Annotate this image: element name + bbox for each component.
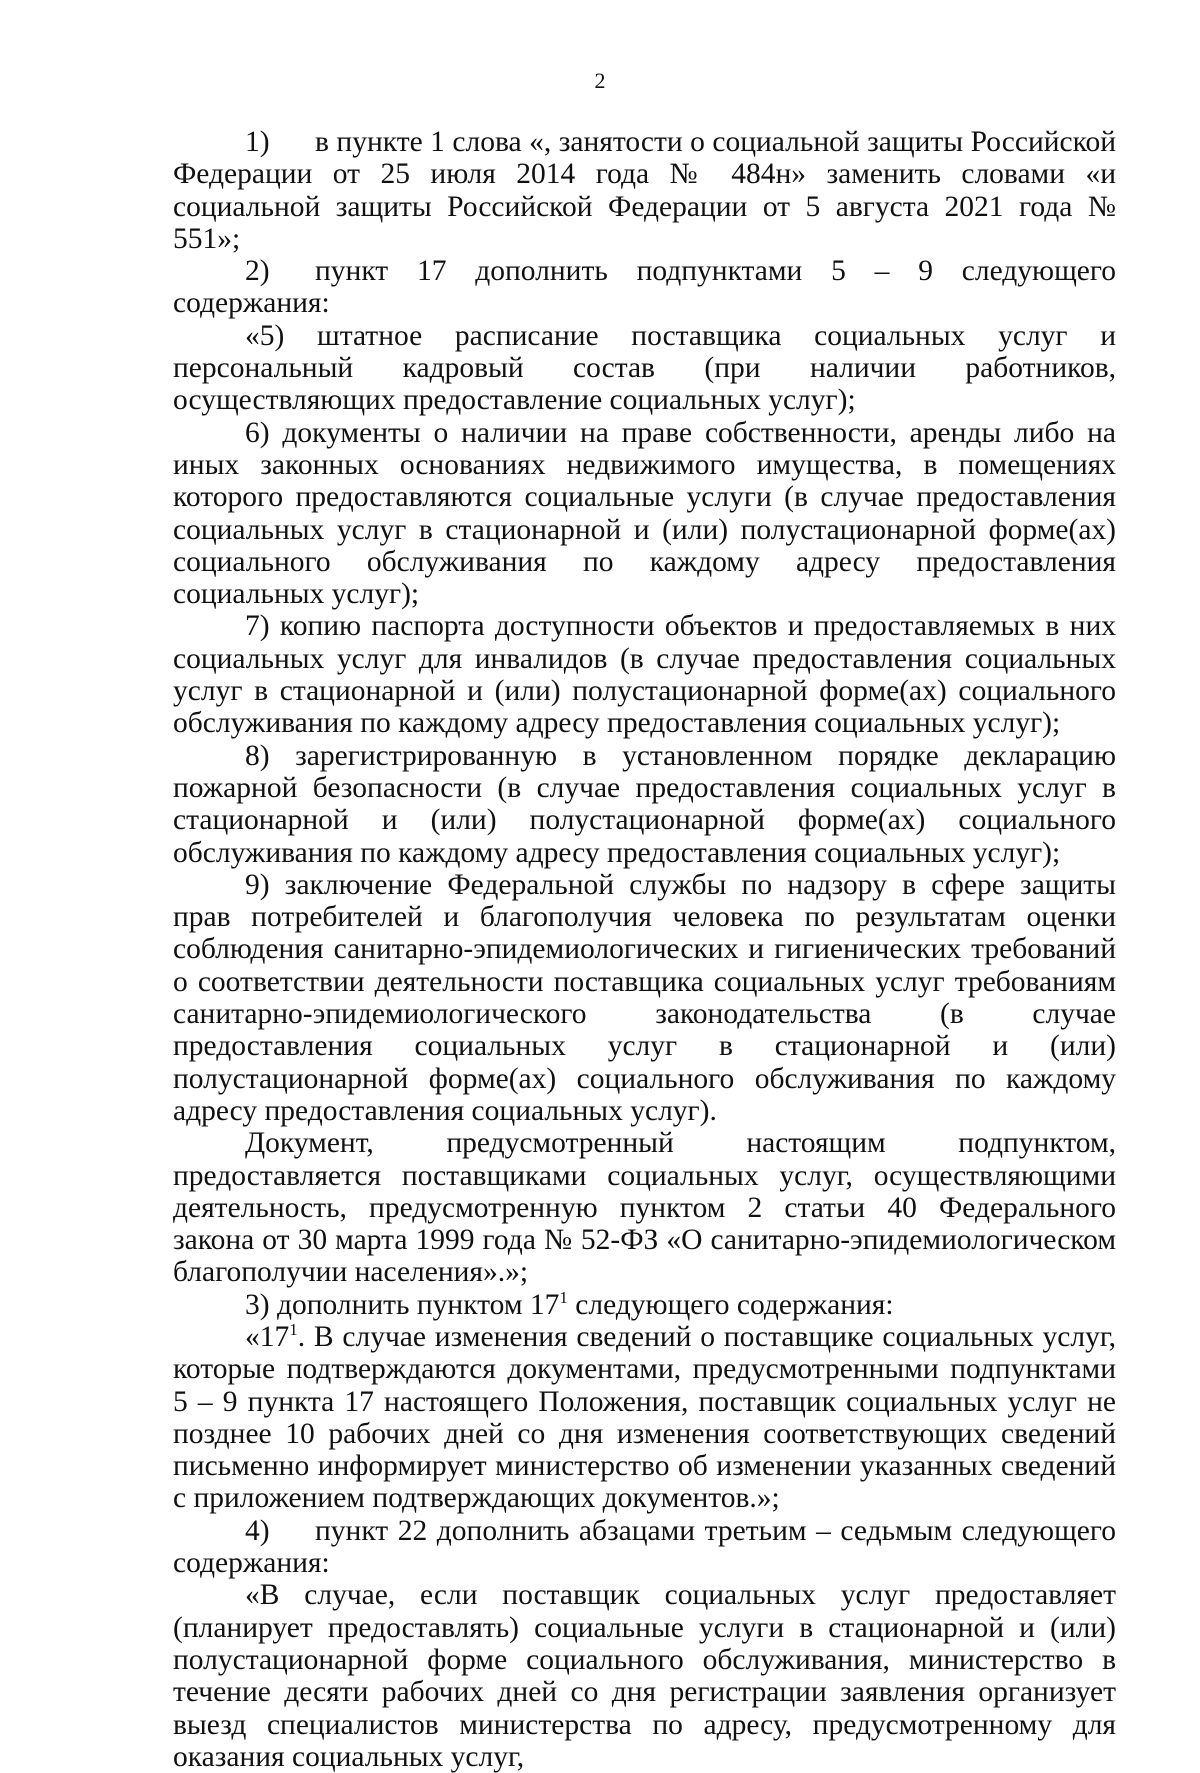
superscript: 1	[559, 1287, 568, 1307]
paragraph-item-4	[173, 1515, 1116, 1580]
list-marker: 1)	[245, 126, 270, 158]
paragraph-subitem-5: «5) штатное расписание поставщика социальных услуг и персональный кадровый состав (при наличии работников, осуществляющих предоставление социальных услуг);	[173, 319, 1116, 417]
paragraph-text: 3) дополнить пунктом 17	[245, 1288, 560, 1321]
paragraph-item-1	[173, 126, 1116, 255]
paragraph-item-3	[173, 1289, 1116, 1321]
paragraph-subitem-8: 8) зарегистрированную в установленном порядке декларацию пожарной безопасности (в случае предоставления социальных услуг в стационарной и (или) полустационарной форме(ах) социального обслуживания по каждому адресу предоставления социальных услуг);	[173, 739, 1116, 869]
paragraph-subitem-9: 9) заключение Федеральной службы по надзору в сфере защиты прав потребителей и благополучия человека по результатам оценки соблюдения санитарно-эпидемиологических и гигиенических требований о соответствии деятельности поставщика социальных услуг требованиям санитарно-эпидемиологического законодательства (в случае предоставления социальных услуг в стационарной и (или) полустационарной форме(ах) социального обслуживания по каждому адресу предоставления социальных услуг).	[173, 868, 1116, 1127]
paragraph-text: . В случае изменения сведений о поставщике социальных услуг, которые подтверждаются документами, предусмотренными подпунктами 5 – 9 пункта 17 настоящего Положения, поставщик социальных услуг не позднее 10 рабочих дней со дня изменения соответствующих сведений письменно информирует министерство об изменении указанных сведений с приложением подтверждающих документов.»;	[173, 1320, 1116, 1515]
page-number: 2	[594, 68, 606, 93]
paragraph-text: пункт 17 дополнить подпунктами 5 – 9 следующего содержания:	[173, 255, 1116, 320]
paragraph-text: следующего содержания:	[567, 1288, 894, 1321]
paragraph-item-2	[173, 255, 1116, 320]
paragraph-point-17-1	[173, 1321, 1116, 1515]
paragraph-document-note: Документ, предусмотренный настоящим подпунктом, предоставляется поставщиками социальных услуг, осуществляющими деятельность, предусмотренную пунктом 2 статьи 40 Федерального закона от 30 марта 1999 года № 52-ФЗ «О санитарно-эпидемиологическом благополучии населения».»;	[173, 1127, 1116, 1289]
superscript: 1	[289, 1319, 298, 1339]
list-marker: 4)	[245, 1514, 270, 1547]
list-marker: 2)	[245, 255, 270, 288]
paragraph-text: пункт 22 дополнить абзацами третьим – седьмым следующего содержания:	[173, 1514, 1116, 1580]
document-body	[173, 126, 1116, 1773]
paragraph-text: «17	[245, 1320, 290, 1353]
paragraph-quote-start: «В случае, если поставщик социальных услуг предоставляет (планирует предоставлять) социальные услуги в стационарной и (или) полустационарной форме социального обслуживания, министерство в течение десяти рабочих дней со дня регистрации заявления организует выезд специалистов министерства по адресу, предусмотренному для оказания социальных услуг,	[173, 1579, 1116, 1773]
paragraph-text: в пункте 1 слова «, занятости о социальной защиты Российской Федерации от 25 июля 2014 года № 484н» заменить словами «и социальной защиты Российской Федерации от 5 августа 2021 года № 551»;	[173, 126, 1116, 255]
paragraph-subitem-6: 6) документы о наличии на праве собственности, аренды либо на иных законных основаниях недвижимого имущества, в помещениях которого предоставляются социальные услуги (в случае предоставления социальных услуг в стационарной и (или) полустационарной форме(ах) социального обслуживания по каждому адресу предоставления социальных услуг);	[173, 416, 1116, 611]
paragraph-subitem-7: 7) копию паспорта доступности объектов и предоставляемых в них социальных услуг для инвалидов (в случае предоставления социальных услуг в стационарной и (или) полустационарной форме(ах) социального обслуживания по каждому адресу предоставления социальных услуг);	[173, 610, 1116, 740]
